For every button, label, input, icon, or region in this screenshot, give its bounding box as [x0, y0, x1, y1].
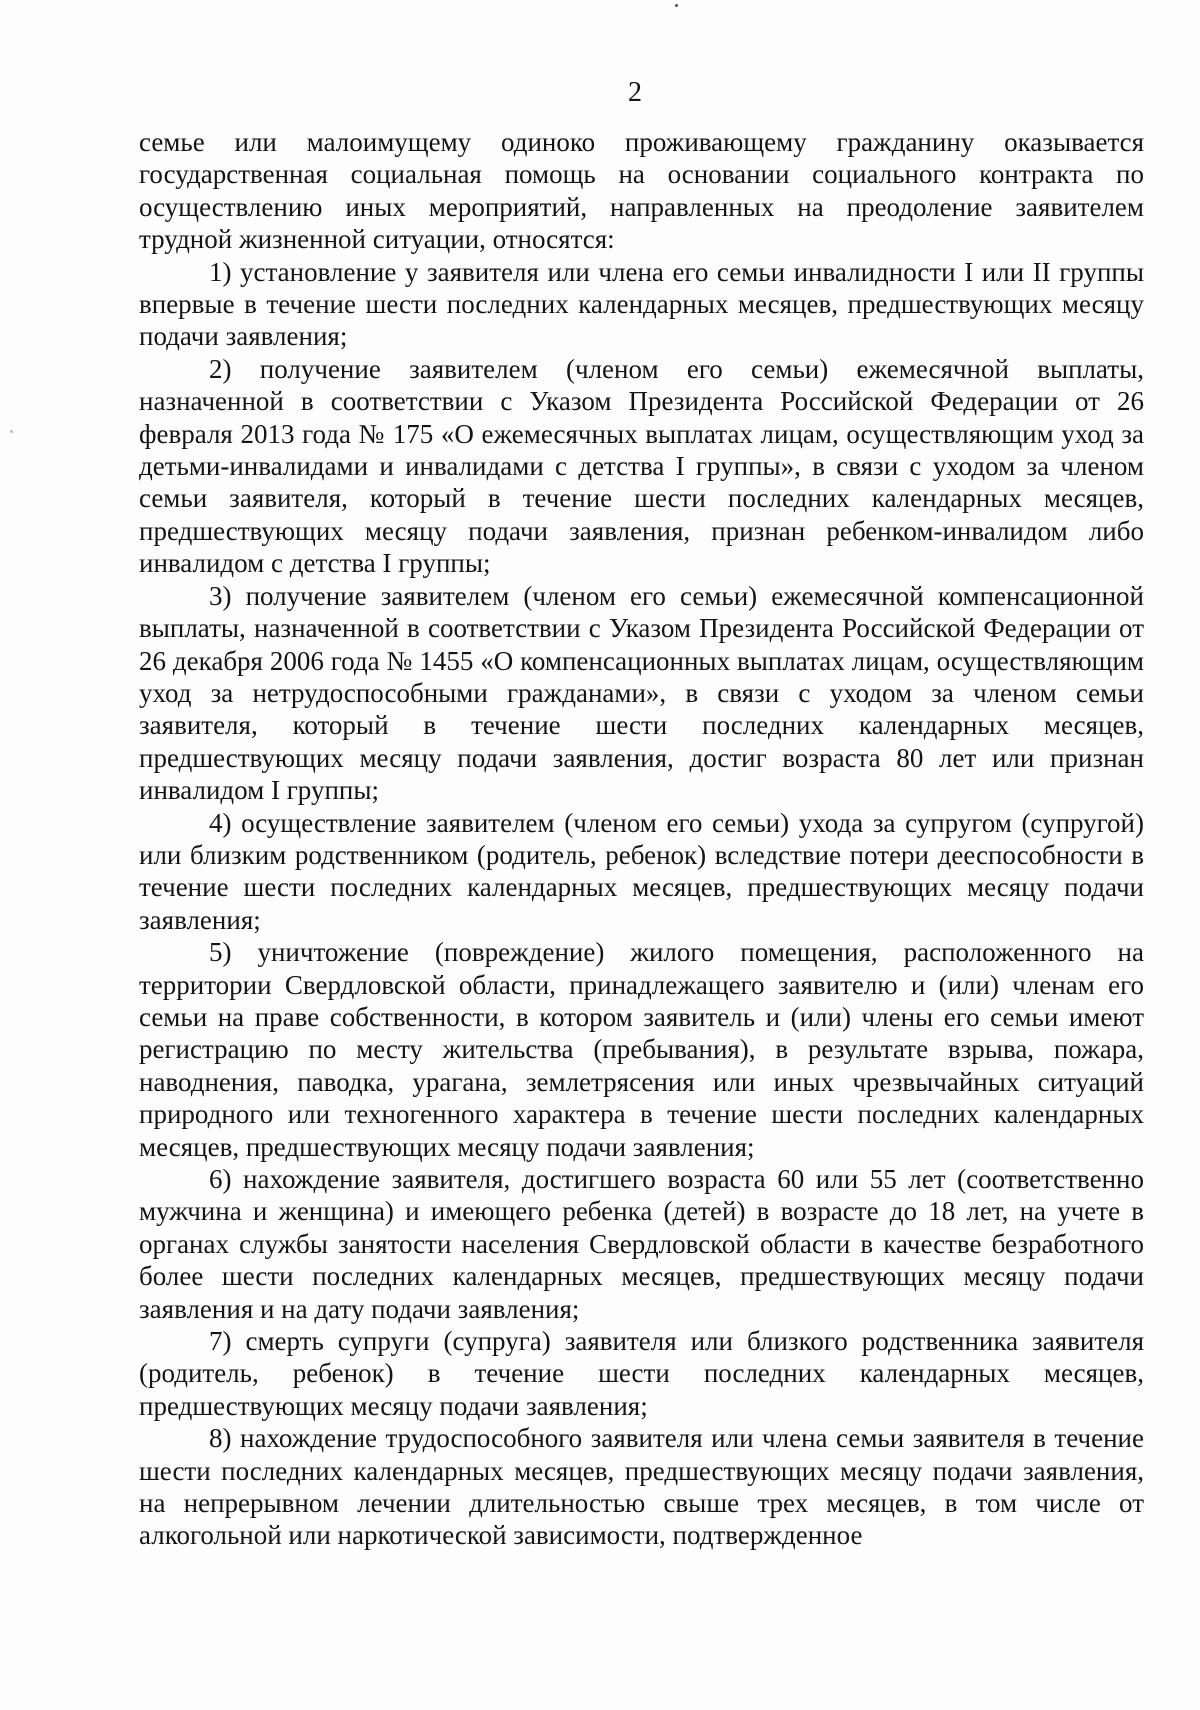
- paragraph-item-7: 7) смерть супруги (супруга) заявителя или близкого родственника заявителя (родитель, ребенок) в течение шести последних календарных месяцев, предшествующих месяцу подачи заявления;: [139, 1326, 1144, 1421]
- paragraph-item-2: 2) получение заявителем (членом его семьи) ежемесячной выплаты, назначенной в соответствии с Указом Президента Российской Федерации от 26 февраля 2013 года № 175 «О ежемесячных выплатах лицам, осуществляющим уход за детьми-инвалидами и инвалидами с детства I группы», в связи с уходом за членом семьи заявителя, который в течение шести последних календарных месяцев, предшествующих месяцу подачи заявления, признан ребенком-инвалидом либо инвалидом с детства I группы;: [139, 353, 1144, 579]
- document-body: [139, 126, 1144, 1552]
- paragraph-item-5: 5) уничтожение (повреждение) жилого помещения, расположенного на территории Свердловской области, принадлежащего заявителю и (или) членам его семьи на праве собственности, в котором заявитель и (или) члены его семьи имеют регистрацию по месту жительства (пребывания), в результате взрыва, пожара, наводнения, паводка, урагана, землетрясения или иных чрезвычайных ситуаций природного или техногенного характера в течение шести последних календарных месяцев, предшествующих месяцу подачи заявления;: [139, 937, 1144, 1162]
- paragraph-item-6: 6) нахождение заявителя, достигшего возраста 60 или 55 лет (соответственно мужчина и женщина) и имеющего ребенка (детей) в возрасте до 18 лет, на учете в органах службы занятости населения Свердловской области в качестве безработного более шести последних календарных месяцев, предшествующих месяцу подачи заявления и на дату подачи заявления;: [139, 1164, 1144, 1324]
- paragraph-item-4: 4) осуществление заявителем (членом его семьи) ухода за супругом (супругой) или близким родственником (родитель, ребенок) вследствие потери дееспособности в течение шести последних календарных месяцев, предшествующих месяцу подачи заявления;: [139, 807, 1144, 935]
- paragraph-item-3: 3) получение заявителем (членом его семьи) ежемесячной компенсационной выплаты, назначенной в соответствии с Указом Президента Российской Федерации от 26 декабря 2006 года № 1455 «О компенсационных выплатах лицам, осуществляющим уход за нетрудоспособными гражданами», в связи с уходом за членом семьи заявителя, который в течение шести последних календарных месяцев, предшествующих месяцу подачи заявления, достиг возраста 80 лет или признан инвалидом I группы;: [139, 580, 1144, 806]
- page-number: 2: [628, 77, 642, 108]
- scan-artifact-mark: [10, 430, 13, 433]
- scan-artifact-dot: [675, 4, 678, 7]
- paragraph-item-8: 8) нахождение трудоспособного заявителя или члена семьи заявителя в течение шести последних календарных месяцев, предшествующих месяцу подачи заявления, на непрерывном лечении длительностью свыше трех месяцев, в том числе от алкогольной или наркотической зависимости, подтвержденное: [139, 1423, 1144, 1551]
- paragraph-intro: семье или малоимущему одиноко проживающему гражданину оказывается государственная социальная помощь на основании социального контракта по осуществлению иных мероприятий, направленных на преодоление заявителем трудной жизненной ситуации, относятся:: [139, 127, 1144, 255]
- paragraph-item-1: 1) установление у заявителя или члена его семьи инвалидности I или II группы впервые в течение шести последних календарных месяцев, предшествующих месяцу подачи заявления;: [139, 256, 1144, 352]
